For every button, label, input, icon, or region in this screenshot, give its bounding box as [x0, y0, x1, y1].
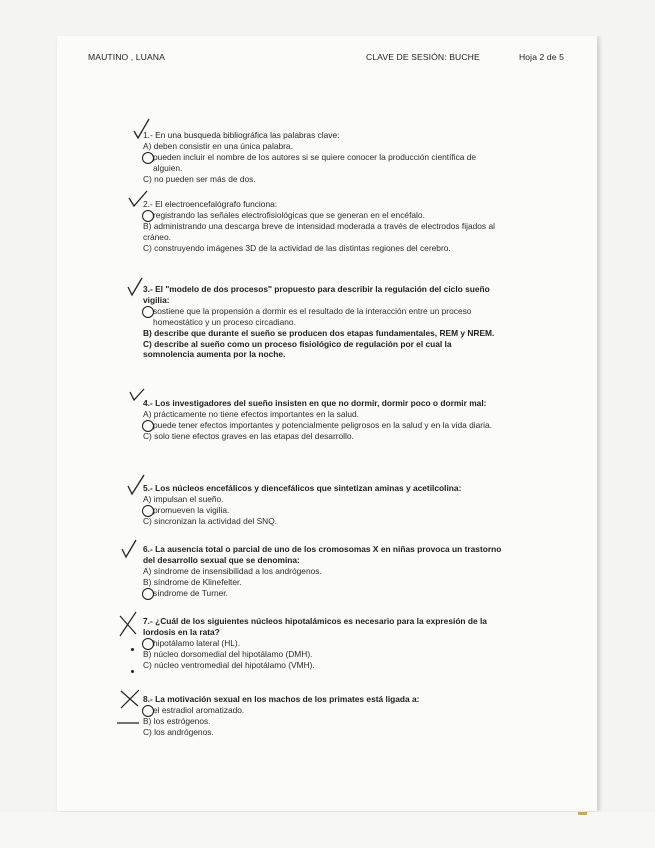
option-c: C) no pueden ser más de dos. [143, 173, 256, 184]
question-stem: 1.- En una busqueda bibliográfica las palabras clave: [143, 130, 340, 140]
option-c: C) solo tiene efectos graves en las etapas del desarrollo. [143, 430, 354, 441]
option-b: B) síndrome de Klinefelter. [143, 576, 242, 587]
selection-circle-icon [142, 420, 154, 432]
selection-circle-icon [142, 505, 154, 517]
selection-circle-icon [142, 588, 154, 600]
page-number: Hoja 2 de 5 [519, 52, 565, 62]
question-stem: 6.- La ausencia total o parcial de uno de los cromosomas X en niñas provoca un trastorno del desarrollo sexual que se denomina: [143, 544, 502, 565]
option-a: A) deben consistir en una única palabra. [143, 140, 293, 151]
session-key: CLAVE DE SESIÓN: BUCHE [366, 52, 480, 62]
page-tab-marker [578, 812, 587, 815]
question-stem: 7.- ¿Cuál de los siguientes núcleos hipotalámicos es necesario para la expresión de la lordosis en la rata? [143, 616, 487, 637]
selection-circle-icon [142, 705, 154, 717]
checkmark-icon [126, 277, 144, 297]
cross-icon [117, 610, 139, 638]
option-c: C) construyendo imágenes 3D de la actividad de las distintas regiones del cerebro. [143, 242, 451, 253]
option-b-selected: puede tener efectos importantes y potencialmente peligrosos en la salud y en la vida diaria. [143, 420, 503, 431]
question-stem: 2.- El electroencefalógrafo funciona: [143, 199, 278, 209]
bullet-dot-icon [131, 648, 134, 651]
option-b-selected: promueven la vigilia. [143, 505, 503, 516]
option-a-selected: registrando las señales electrofisiológicas que se generan en el encéfalo. [143, 210, 503, 221]
question-stem: 3.- El "modelo de dos procesos" propuesto para describir la regulación del ciclo sueño vigilia: [143, 284, 490, 305]
option-a-selected: sostiene que la propensión a dormir es el resultado de la interacción entre un proceso homeostático y un proceso circadiano. [143, 306, 503, 328]
option-b: B) administrando una descarga breve de intensidad moderada a través de electrodos fijados al cráneo. [143, 220, 495, 242]
question-6 [143, 544, 503, 599]
bullet-dot-icon [131, 670, 134, 673]
option-a-selected: el estradiol aromatizado. [143, 705, 503, 716]
page-header [88, 52, 568, 66]
option-c-selected: síndrome de Turner. [143, 588, 503, 599]
option-a: A) impulsan el sueño. [143, 493, 224, 504]
question-5 [143, 483, 503, 527]
pen-stroke-line [116, 721, 140, 725]
question-4 [143, 398, 503, 442]
cross-icon [118, 688, 142, 710]
question-1 [143, 130, 503, 185]
question-stem: 5.- Los núcleos encefálicos y diencefálicos que sintetizan aminas y acetilcolina: [143, 483, 462, 493]
question-stem: 8.- La motivación sexual en los machos de los primates está ligada a: [143, 694, 420, 704]
option-c: C) los andrógenos. [143, 726, 214, 737]
question-2 [143, 199, 503, 254]
option-c: C) sincronizan la actividad del SNQ. [143, 515, 278, 526]
question-8 [143, 694, 503, 738]
checkmark-icon [127, 190, 149, 208]
option-b: B) describe que durante el sueño se producen dos etapas fundamentales, REM y NREM. [143, 327, 495, 338]
option-b-selected: pueden incluir el nombre de los autores si se quiere conocer la producción científica de alguien. [143, 152, 503, 174]
scan-background [0, 812, 655, 848]
question-stem: 4.- Los investigadores del sueño insisten en que no dormir, dormir poco o dormir mal: [143, 398, 487, 408]
checkmark-icon [120, 539, 138, 559]
selection-circle-icon [142, 638, 154, 650]
page-edge-shadow [597, 36, 602, 811]
student-name: MAUTINO , LUANA [88, 52, 165, 62]
checkmark-icon [126, 474, 146, 496]
checkmark-icon [128, 388, 146, 402]
selection-circle-icon [142, 152, 154, 164]
question-3 [143, 284, 503, 360]
checkmark-icon [132, 118, 152, 140]
option-a: A) prácticamente no tiene efectos importantes en la salud. [143, 408, 360, 419]
option-c: C) núcleo ventromedial del hipotálamo (VMH). [143, 659, 315, 670]
selection-circle-icon [142, 306, 154, 318]
selection-circle-icon [142, 210, 154, 222]
option-a-selected: hipotálamo lateral (HL). [143, 638, 503, 649]
question-7 [143, 616, 503, 671]
option-a: A) síndrome de insensibilidad a los andrógenos. [143, 565, 322, 576]
option-b: B) núcleo dorsomedial del hipotálamo (DMH). [143, 648, 313, 659]
option-c: C) describe al sueño como un proceso fisiológico de regulación por el cual la somnolencia aumenta por la noche. [143, 338, 452, 360]
option-b: B) los estrógenos. [143, 715, 211, 726]
